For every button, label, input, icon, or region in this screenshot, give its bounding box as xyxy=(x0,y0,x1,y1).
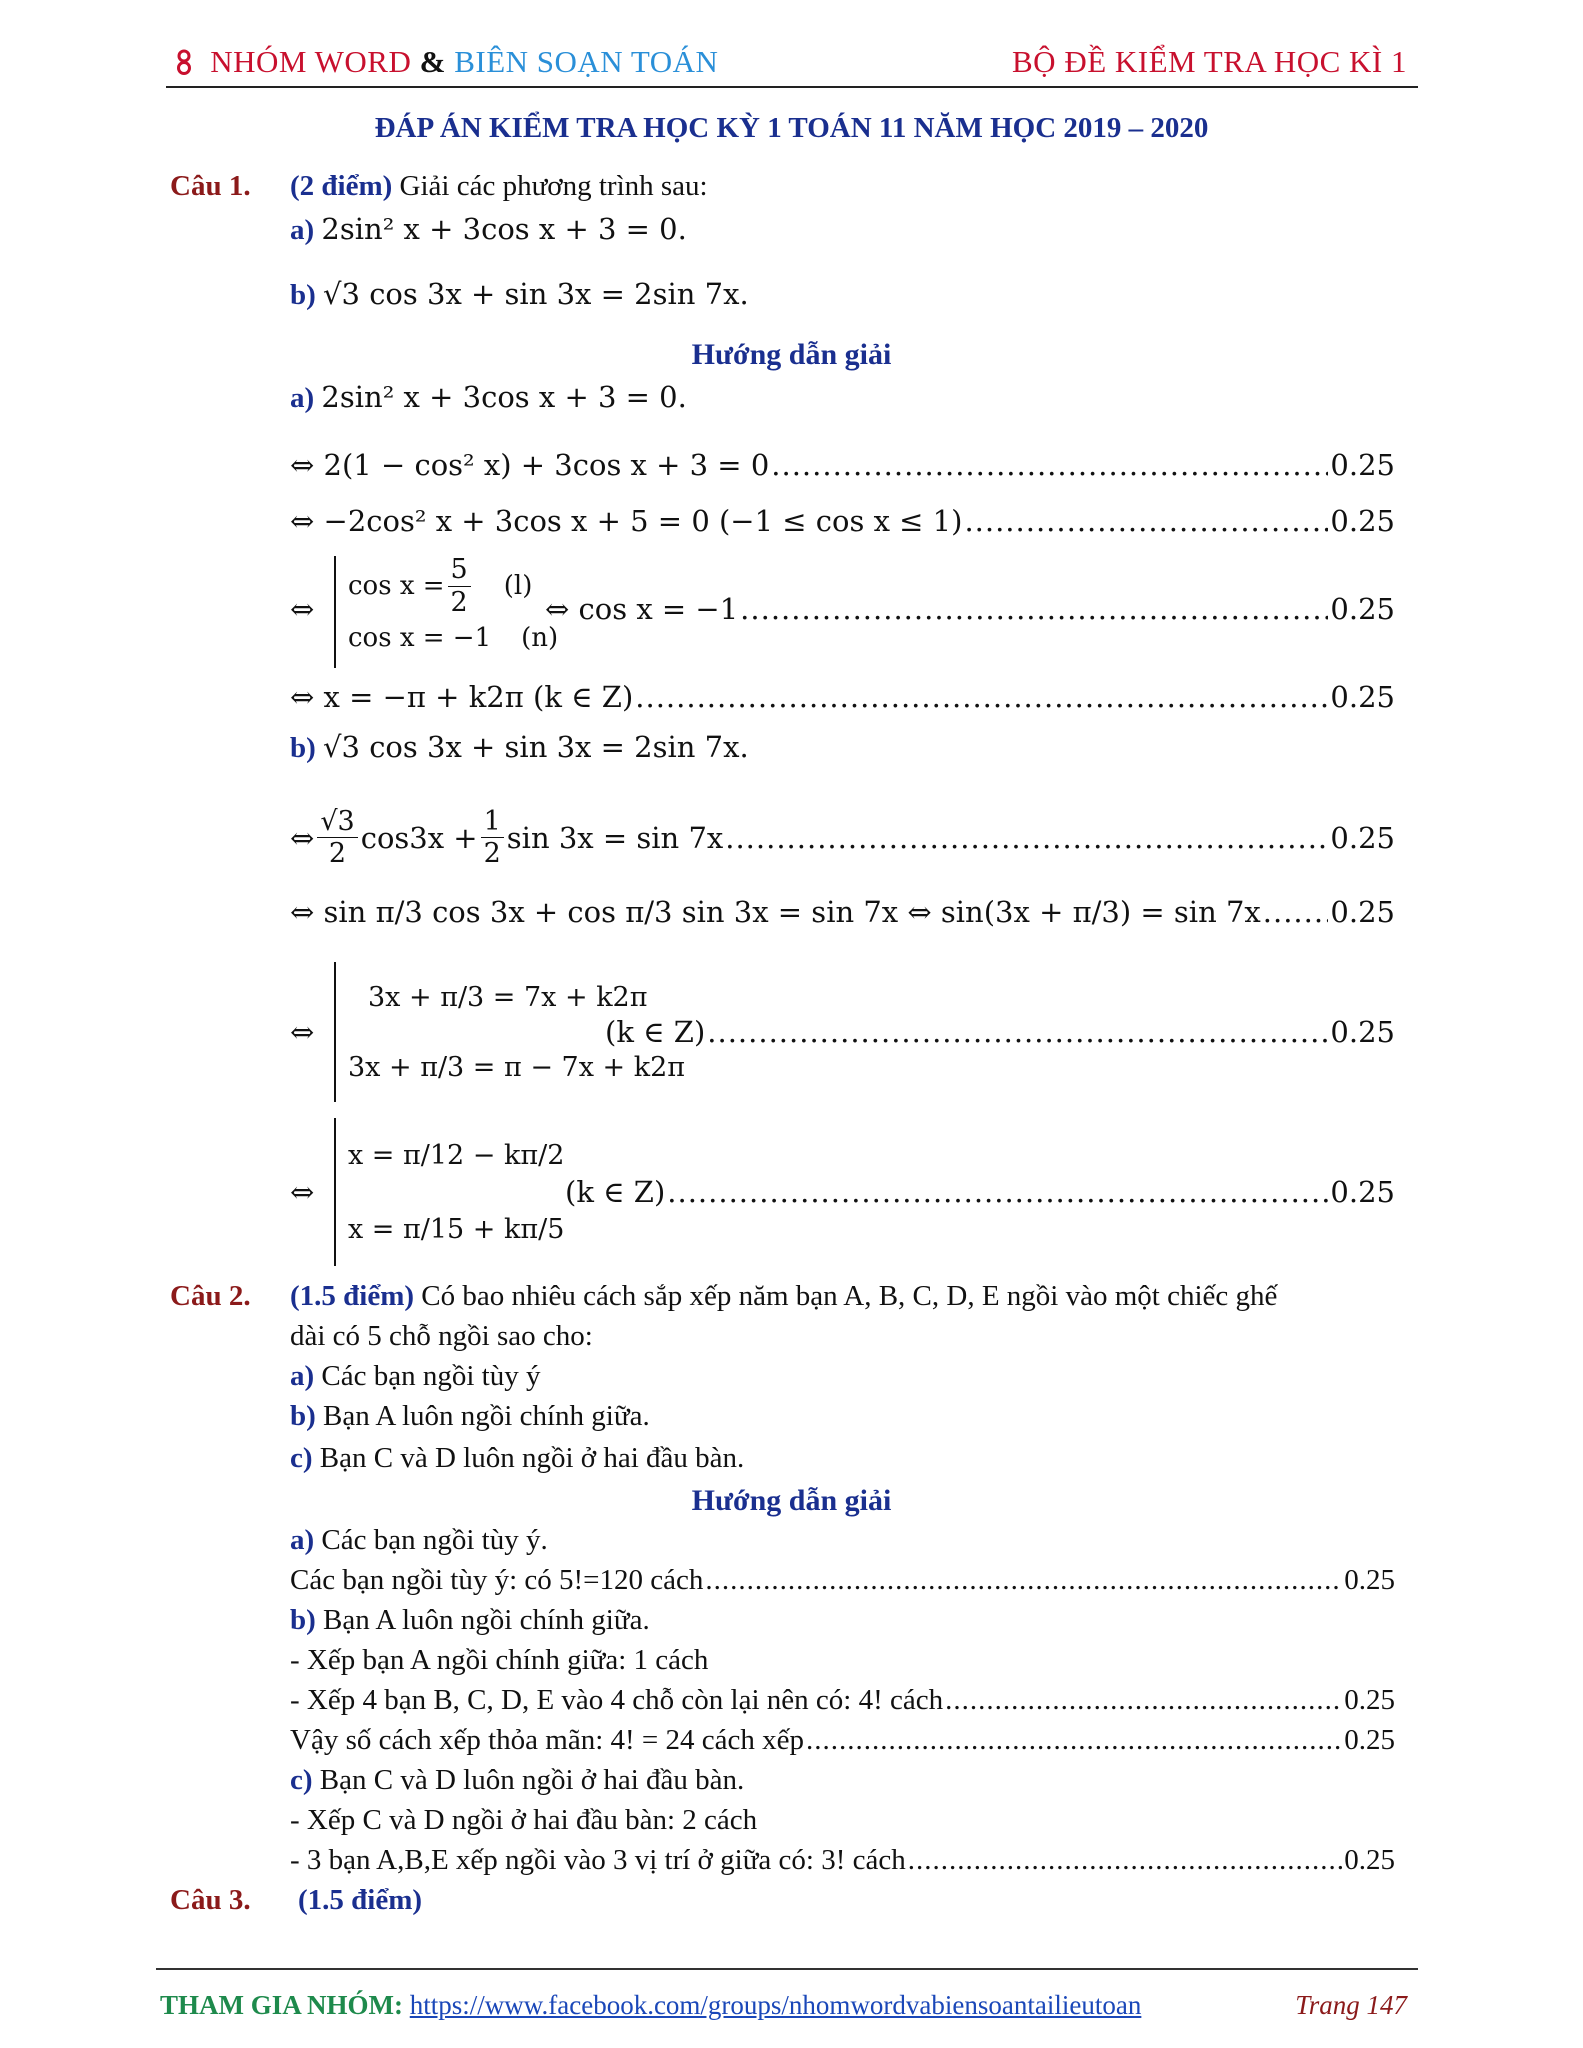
leader-dots xyxy=(725,821,1328,855)
q2-sol-b-score-1: 0.25 xyxy=(1344,1684,1395,1716)
q1-b-step-4-text: (k ∈ Z) xyxy=(565,1175,666,1209)
q2-sol-b-line-2 xyxy=(290,1684,1395,1717)
q1-sol-b-label: b) xyxy=(290,732,316,764)
q2-sol-c-line-2-text: - 3 bạn A,B,E xếp ngồi vào 3 vị trí ở giữa có: 3! cách xyxy=(290,1844,906,1876)
q1-a-equation: 2sin² x + 3cos x + 3 = 0. xyxy=(321,212,687,246)
leader-dots xyxy=(964,504,1328,538)
q1-b-step-2-score: 0.25 xyxy=(1330,895,1395,929)
footer-join-label: THAM GIA NHÓM: xyxy=(160,1990,403,2020)
q2-sol-b-text: Bạn A luôn ngồi chính giữa. xyxy=(323,1604,650,1636)
fraction xyxy=(481,806,504,869)
q1-step-2-score: 0.25 xyxy=(1330,504,1395,538)
q1-step-3-tag1: (l) xyxy=(503,571,533,601)
q1-step-4 xyxy=(290,680,1395,714)
q1-step-4-text: ⇔ x = −π + k2π (k ∈ Z) xyxy=(290,680,634,714)
q2-sol-c-line-1: - Xếp C và D ngồi ở hai đầu bàn: 2 cách xyxy=(290,1804,758,1836)
fraction-numerator: 5 xyxy=(448,554,471,586)
header-rule xyxy=(166,86,1418,88)
leader-dots xyxy=(705,1564,1342,1597)
q1-b-label: b) xyxy=(290,279,316,311)
q1-text: Giải các phương trình sau: xyxy=(399,170,708,202)
footer-group-link[interactable]: https://www.facebook.com/groups/nhomwordvabiensoantailieutoan xyxy=(409,1990,1142,2020)
q1-b-step-2 xyxy=(290,895,1395,929)
q2-c-text: Bạn C và D luôn ngồi ở hai đầu bàn. xyxy=(319,1442,745,1474)
q1-b-step-3-text: (k ∈ Z) xyxy=(605,1015,706,1049)
q1-step-3-tag2: (n) xyxy=(521,623,559,653)
page-number: Trang 147 xyxy=(1295,1990,1407,2020)
q2-sol-b-score-2: 0.25 xyxy=(1344,1724,1395,1756)
q1-guide-heading: Hướng dẫn giải xyxy=(691,338,892,371)
leader-dots xyxy=(908,1844,1343,1877)
q1-b-step-3-line2: 3x + π/3 = π − 7x + k2π xyxy=(348,1051,686,1083)
fraction-numerator: √3 xyxy=(317,806,357,838)
q1-b-step-2-text: ⇔ sin π/3 cos 3x + cos π/3 sin 3x = sin 7x ⇔ sin(3x + π/3) = sin 7x xyxy=(290,895,1261,929)
q1-step-3-line2: cos x = −1 xyxy=(348,623,492,653)
q1-b-step-1-text xyxy=(290,806,723,869)
q1-step-3-arrow: ⇔ xyxy=(290,592,315,626)
q1-step-1 xyxy=(290,448,1395,482)
header-left xyxy=(176,44,718,80)
footer-rule xyxy=(156,1968,1418,1970)
q1-b-step-1-score: 0.25 xyxy=(1330,820,1395,855)
q1-step-3-system xyxy=(334,556,558,668)
q1-step-4-score: 0.25 xyxy=(1330,680,1395,714)
q1-b-step-4-system xyxy=(334,1118,564,1266)
q2-sol-b-line-3-text: Vậy số cách xếp thỏa mãn: 4! = 24 cách xếp xyxy=(290,1724,804,1756)
q2-sol-a-text: Các bạn ngồi tùy ý. xyxy=(321,1524,548,1556)
fraction xyxy=(317,806,357,869)
group-logo-icon xyxy=(176,44,200,79)
q2-b xyxy=(290,1400,650,1433)
leader-dots xyxy=(707,1015,1328,1049)
q2-sol-b-line-1: - Xếp bạn A ngồi chính giữa: 1 cách xyxy=(290,1644,709,1676)
q2-sol-c-label: c) xyxy=(290,1764,313,1796)
page-title: ĐÁP ÁN KIỂM TRA HỌC KỲ 1 TOÁN 11 NĂM HỌC 2019 – 2020 xyxy=(374,112,1209,144)
expr-part: sin 3x = sin 7x xyxy=(506,820,724,855)
q2-c-label: c) xyxy=(290,1442,313,1474)
q1-sol-a-equation: 2sin² x + 3cos x + 3 = 0. xyxy=(321,380,687,414)
q2-sol-b-label: b) xyxy=(290,1604,316,1636)
leader-dots xyxy=(740,592,1328,626)
q2-sol-a-line-text: Các bạn ngồi tùy ý: có 5!=120 cách xyxy=(290,1564,704,1596)
q1-sol-b-equation: √3 cos 3x + sin 3x = 2sin 7x. xyxy=(323,730,749,764)
q2-sol-c xyxy=(290,1764,744,1797)
q2-sol-c-score: 0.25 xyxy=(1344,1844,1395,1876)
q2-guide-heading: Hướng dẫn giải xyxy=(691,1484,892,1517)
header-group-name: NHÓM WORD xyxy=(210,44,412,79)
q1-b-step-1 xyxy=(290,806,1395,869)
leader-dots xyxy=(667,1175,1328,1209)
q2-text-1: Có bao nhiêu cách sắp xếp năm bạn A, B, C, D, E ngồi vào một chiếc ghế xyxy=(421,1280,1278,1312)
q1-step-3-fraction xyxy=(448,554,471,617)
q3-points: (1.5 điểm) xyxy=(298,1884,423,1916)
q1-points: (2 điểm) xyxy=(290,170,393,202)
header-right: BỘ ĐỀ KIỂM TRA HỌC KÌ 1 xyxy=(1012,44,1407,79)
equivalence-arrow: ⇔ xyxy=(290,820,315,855)
q1-step-3 xyxy=(545,592,1395,626)
q2-text-2: dài có 5 chỗ ngồi sao cho: xyxy=(290,1320,593,1352)
q2-sol-b-line-3 xyxy=(290,1724,1395,1757)
q2-sol-b xyxy=(290,1604,650,1637)
leader-dots xyxy=(945,1684,1342,1717)
q2-c xyxy=(290,1442,744,1475)
q1-sol-a-label: a) xyxy=(290,382,315,414)
q1-step-3-text: ⇔ cos x = −1 xyxy=(545,592,739,626)
q2-points: (1.5 điểm) xyxy=(290,1280,415,1312)
fraction-denominator: 2 xyxy=(450,586,468,618)
expr-part: cos3x + xyxy=(360,820,478,855)
q1-step-3-score: 0.25 xyxy=(1330,592,1395,626)
q2-sol-a-label: a) xyxy=(290,1524,315,1556)
q2-a xyxy=(290,1360,541,1393)
q1-step-2 xyxy=(290,504,1395,538)
q2-b-text: Bạn A luôn ngồi chính giữa. xyxy=(323,1400,650,1432)
q1-b-step-3-score: 0.25 xyxy=(1330,1015,1395,1049)
fraction-numerator: 1 xyxy=(481,806,504,838)
q2-sol-a-score: 0.25 xyxy=(1344,1564,1395,1596)
q1-step-3-line1: cos x = xyxy=(348,571,445,601)
q2-sol-a xyxy=(290,1524,548,1557)
q2-prompt xyxy=(290,1280,1277,1313)
leader-dots xyxy=(635,680,1328,714)
footer xyxy=(160,1990,1141,2021)
q1-b-step-4-line1: x = π/12 − kπ/2 xyxy=(348,1139,565,1171)
q1-a-label: a) xyxy=(290,214,315,246)
q3-label: Câu 3. xyxy=(170,1884,251,1916)
q1-sol-a xyxy=(290,380,687,415)
q1-b-step-3-arrow: ⇔ xyxy=(290,1015,315,1049)
q1-prompt xyxy=(290,170,708,203)
leader-dots xyxy=(1263,895,1329,929)
fraction-denominator: 2 xyxy=(328,838,347,870)
q1-b-step-4-arrow: ⇔ xyxy=(290,1175,315,1209)
q1-b-equation: √3 cos 3x + sin 3x = 2sin 7x. xyxy=(323,277,749,311)
q1-step-1-text: ⇔ 2(1 − cos² x) + 3cos x + 3 = 0 xyxy=(290,448,770,482)
q2-b-label: b) xyxy=(290,1400,316,1432)
q1-b-step-4-score: 0.25 xyxy=(1330,1175,1395,1209)
fraction-denominator: 2 xyxy=(483,838,501,870)
q1-a xyxy=(290,212,687,247)
q1-b xyxy=(290,277,749,312)
q2-sol-a-line xyxy=(290,1564,1395,1597)
q1-sol-b xyxy=(290,730,749,765)
q2-a-text: Các bạn ngồi tùy ý xyxy=(321,1360,541,1392)
q2-a-label: a) xyxy=(290,1360,315,1392)
q1-b-step-3 xyxy=(605,1015,1395,1049)
q2-sol-c-line-2 xyxy=(290,1844,1395,1877)
q1-step-1-score: 0.25 xyxy=(1330,448,1395,482)
q1-b-step-3-line1: 3x + π/3 = 7x + k2π xyxy=(368,981,648,1013)
header-ampersand: & xyxy=(419,44,446,79)
q1-b-step-4-line2: x = π/15 + kπ/5 xyxy=(348,1213,565,1245)
q2-sol-b-line-2-text: - Xếp 4 bạn B, C, D, E vào 4 chỗ còn lại nên có: 4! cách xyxy=(290,1684,944,1716)
leader-dots xyxy=(771,448,1328,482)
q1-b-step-4 xyxy=(565,1175,1395,1209)
q1-step-2-text: ⇔ −2cos² x + 3cos x + 5 = 0 (−1 ≤ cos x ≤ 1) xyxy=(290,504,963,538)
leader-dots xyxy=(806,1724,1342,1757)
header-group-subtitle: BIÊN SOẠN TOÁN xyxy=(454,44,719,79)
q1-label: Câu 1. xyxy=(170,170,251,202)
q2-sol-c-text: Bạn C và D luôn ngồi ở hai đầu bàn. xyxy=(319,1764,745,1796)
q2-label: Câu 2. xyxy=(170,1280,251,1312)
